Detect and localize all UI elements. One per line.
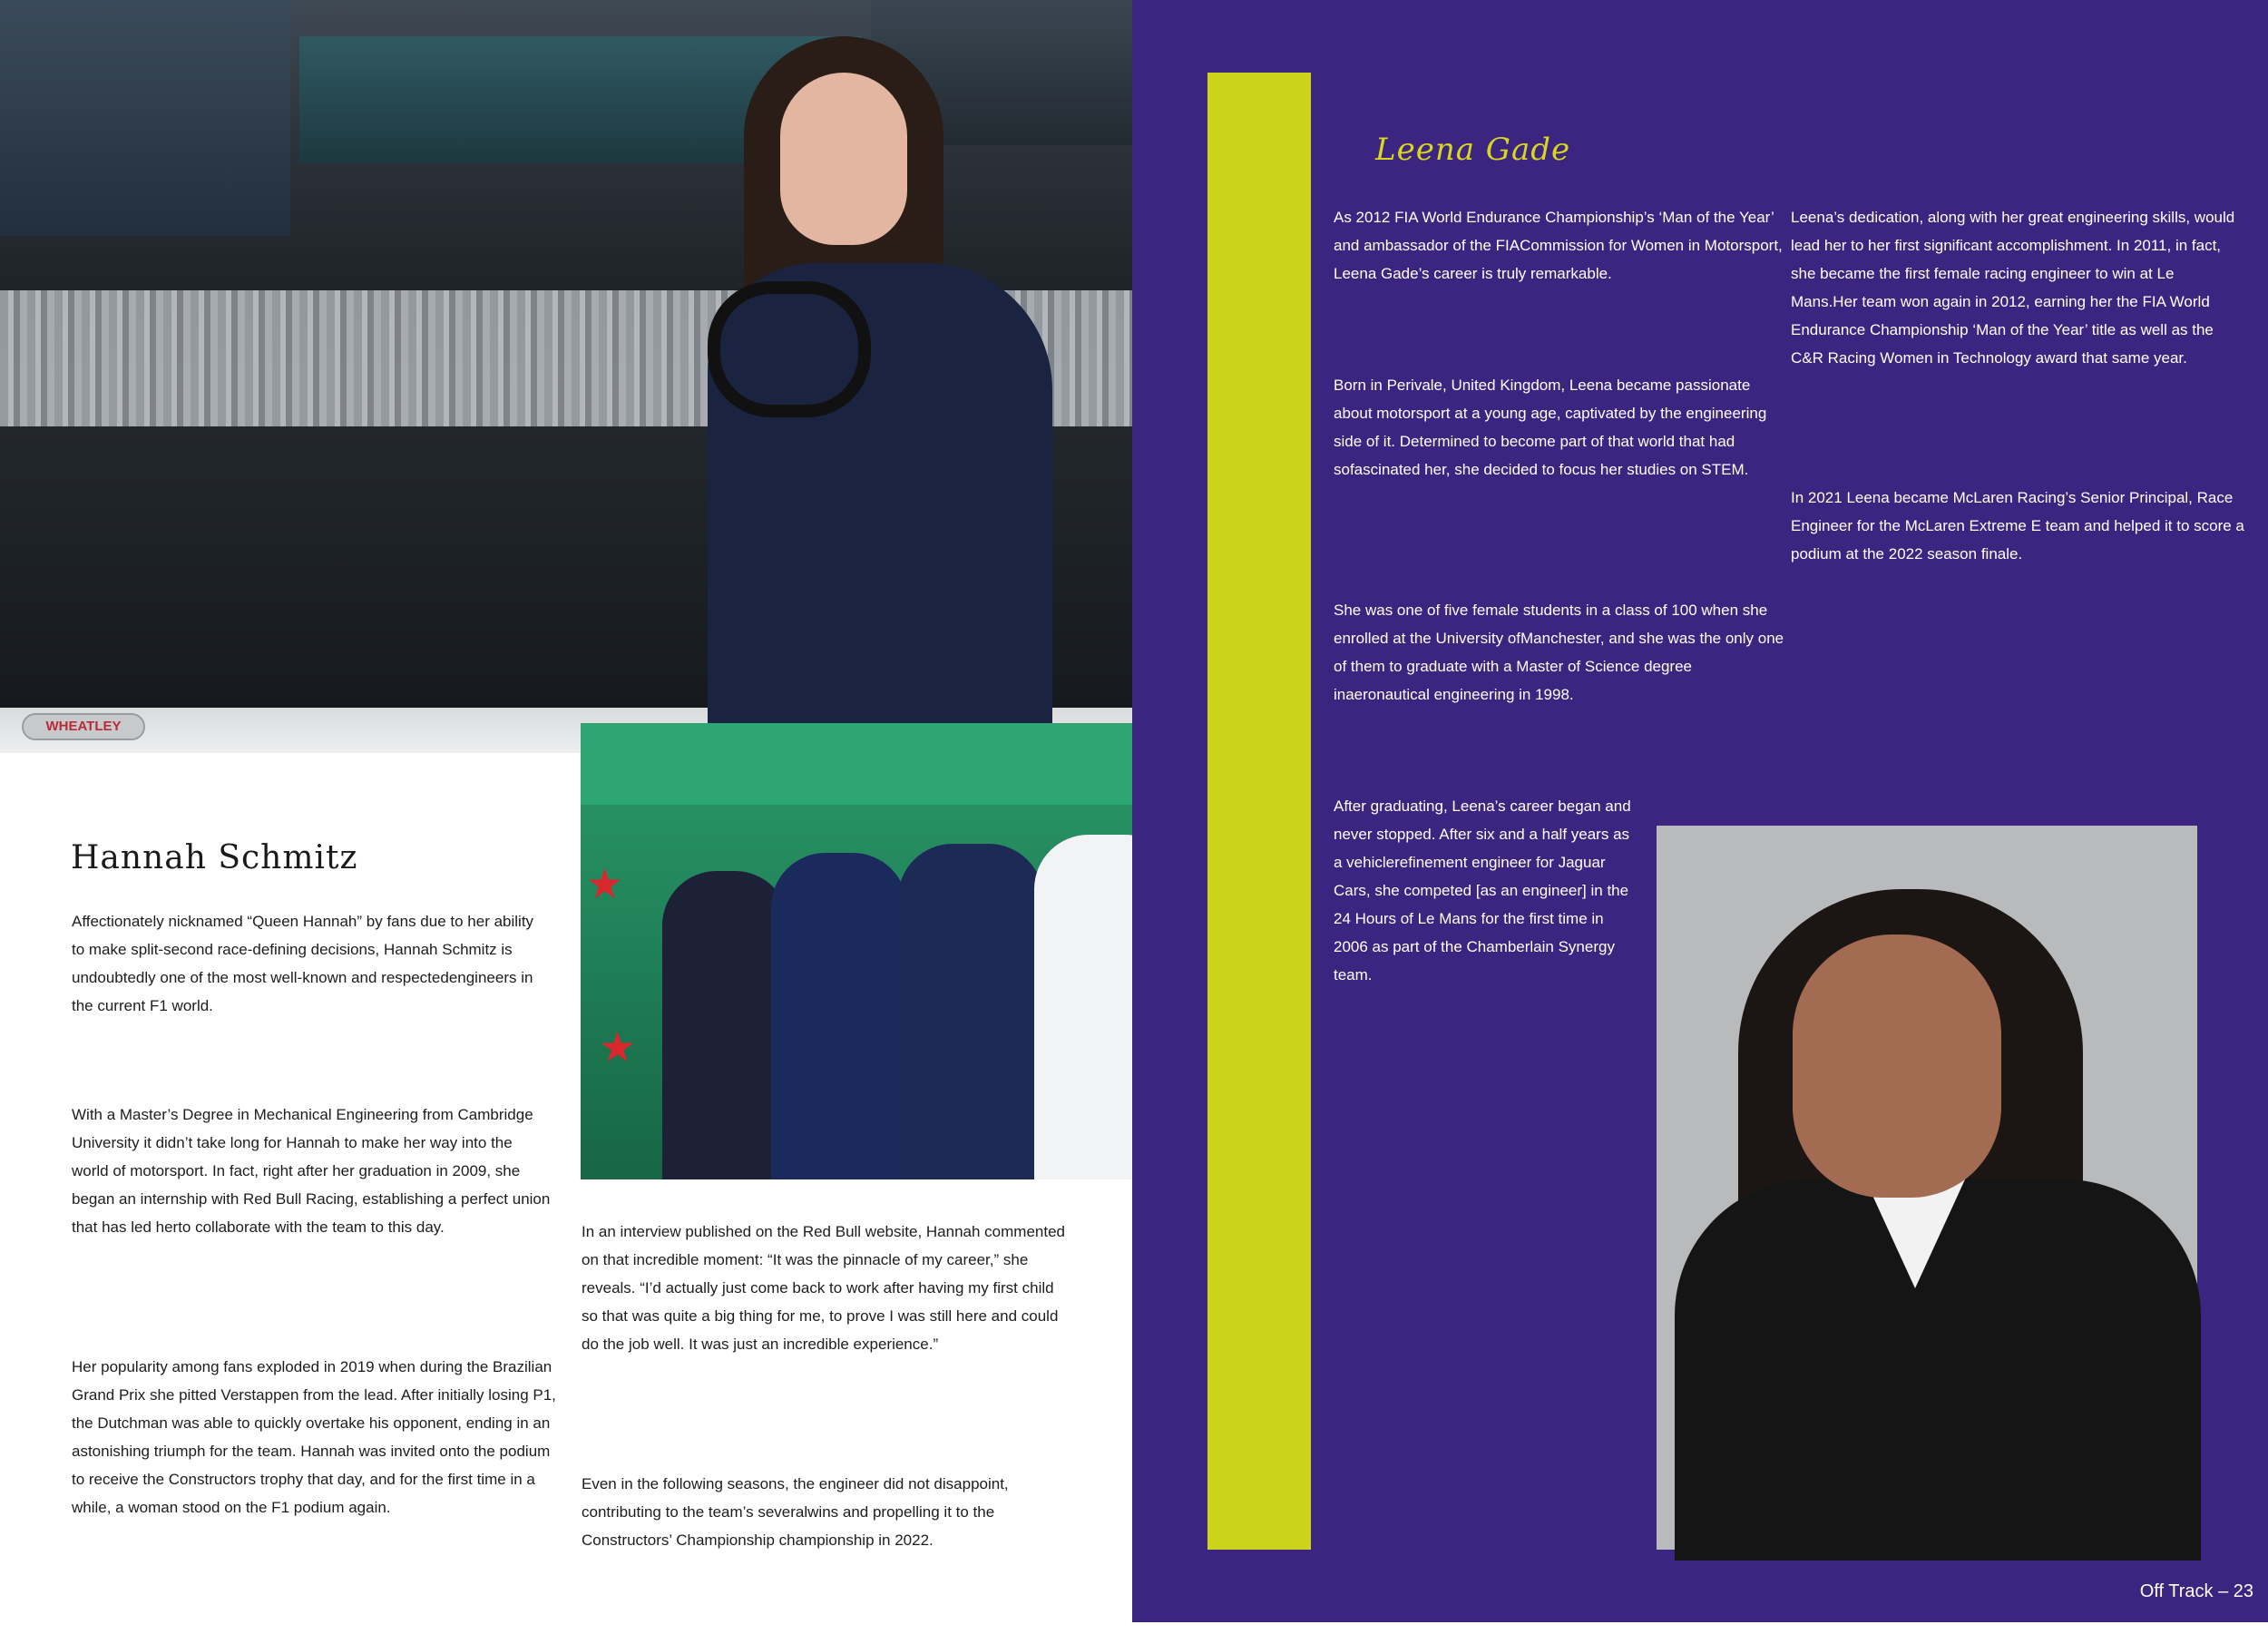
paragraph: Born in Perivale, United Kingdom, Leena became passionate about motorsport at a young age, captivated by the engineering side of it. Determined to become part of that world that had sofascinated her, she decided to focus her studies on STEM. — [1334, 377, 1767, 478]
hannah-schmitz-photo — [0, 0, 1132, 753]
paragraph: As 2012 FIA World Endurance Championship’s ‘Man of the Year’ and ambassador of the FIACommission for Women in Motorsport, Leena Gade’s career is truly remarkable. — [1334, 209, 1783, 282]
podium-person — [898, 844, 1043, 1179]
face — [1793, 935, 2001, 1198]
podium-person — [662, 871, 789, 1179]
accent-bar — [1207, 73, 1311, 1550]
headphones — [708, 281, 871, 417]
paragraph: Leena’s dedication, along with her great engineering skills, would lead her to her first significant accomplishment. In 2011, in fact, she became the first female racing engineer to win at Le Mans.Her team won again in 2012, earning her the FIA World Endurance Championship ‘Man of the Year’ title as well as the C&R Racing Women in Technology award that same year. — [1791, 209, 2235, 367]
paragraph: She was one of five female students in a class of 100 when she enrolled at the University ofManchester, and she was the only one of them to graduate with a Master of Science degree inaeronautical engineering in 1998. — [1334, 602, 1784, 703]
paragraph: With a Master’s Degree in Mechanical Engineering from Cambridge University it didn’t take long for Hannah to make her way into the world of motorsport. In fact, right after her graduation in 2009, she began an internship with Red Bull Racing, establishing a perfect union that has led herto collaborate with the team to this day. — [72, 1106, 551, 1236]
right-page — [1132, 0, 2268, 1622]
podium-person — [771, 853, 907, 1179]
pit-screen — [0, 0, 290, 236]
podium-photo: ★ ★ — [581, 723, 1266, 1179]
leena-gade-photo — [1657, 826, 2197, 1550]
left-page — [0, 0, 1132, 1622]
name-badge: WHEATLEY — [22, 713, 145, 740]
face — [780, 73, 907, 245]
article-title: Hannah Schmitz — [71, 839, 358, 876]
paragraph: After graduating, Leena’s career began and never stopped. After six and a half years as a vehiclerefinement engineer for Jaguar Cars, she competed [as an engineer] in the 24 Hours of Le Mans for the first time in 2006 as part of the Chamberlain Synergy team. — [1334, 798, 1631, 983]
article-title: Leena Gade — [1375, 132, 1571, 168]
paragraph: Even in the following seasons, the engineer did not disappoint, contributing to the team’s severalwins and propelling it to the Constructors’ Championship championship in 2022. — [582, 1475, 1009, 1549]
paragraph: In an interview published on the Red Bull website, Hannah commented on that incredible moment: “It was the pinnacle of my career,” she reveals. “I’d actually just come back to work after having my first child so that was quite a big thing for me, to prove I was still here and could do the job well. It was just an incredible experience.” — [582, 1223, 1065, 1353]
paragraph: Affectionately nicknamed “Queen Hannah” by fans due to her ability to make split-second race-defining decisions, Hannah Schmitz is undoubtedly one of the most well-known and respectedengineers in the current F1 world. — [72, 913, 534, 1014]
hannah-figure — [708, 36, 1089, 753]
paragraph: In 2021 Leena became McLaren Racing’s Senior Principal, Race Engineer for the McLaren Extreme E team and helped it to score a podium at the 2022 season finale. — [1791, 489, 2244, 563]
paragraph: Her popularity among fans exploded in 2019 when during the Brazilian Grand Prix she pitted Verstappen from the lead. After initially losing P1, the Dutchman was able to quickly overtake his opponent, ending in an astonishing triumph for the team. Hannah was invited onto the podium to receive the Constructors trophy that day, and for the first time in a while, a woman stood on the F1 podium again. — [72, 1358, 556, 1516]
page-footer: Off Track – 23 — [2139, 1581, 2253, 1601]
